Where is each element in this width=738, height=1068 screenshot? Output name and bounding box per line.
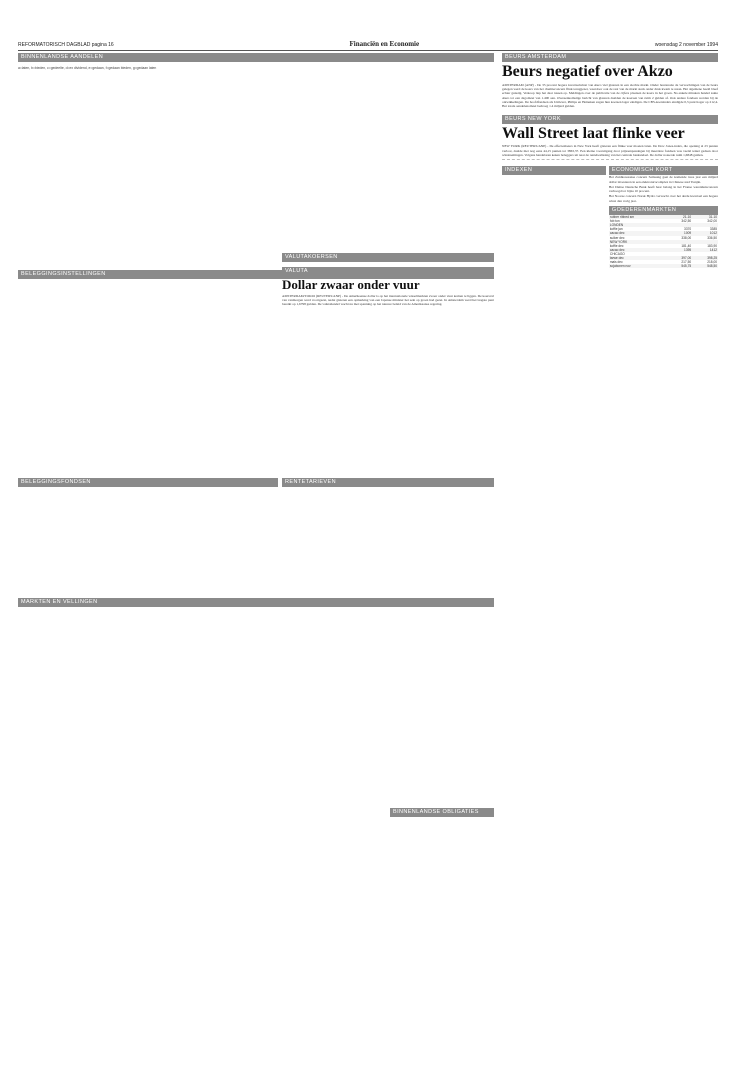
- goederen-cell: sojabonen nov: [609, 264, 666, 268]
- goederen-cell: rubber ribbed sm: [609, 215, 666, 219]
- goederen-cell: 398,25: [692, 256, 718, 260]
- goederen-cell: LONDEN: [609, 223, 666, 227]
- goederen-cell: 342,00: [707, 219, 717, 224]
- masthead: [18, 38, 718, 51]
- goederen-cell: 1395: [666, 248, 692, 252]
- article-wallstreet-body: NEW YORK (REUTERS/ANP) - De effectenbeurs in New York heeft gisteren een flinke veer moeten laten. De Dow Jones-index, die opening al 23 punten verloor, daalde met nog eens 44,15 punten tot 3863,37. Een kleine vooruitgang door prijsaanpassingen bij meerdere fondsen was veelal teniet gedaan door winstnemingen. Volgens handelaren keken beleggers uit naar de rentebeslissing van het centrale bankstelsel. De dollar noteerde ruim 1,6848 gulden.: [502, 144, 718, 157]
- goederen-cell: 31-10: [692, 215, 718, 219]
- goederen-row: [609, 264, 718, 268]
- goederen-cell: 1009: [666, 231, 692, 235]
- goederen-cell: koffie dec: [609, 243, 624, 248]
- section-binnenlandse-aandelen: BINNENLANDSE AANDELEN: [18, 53, 494, 62]
- goederen-cell: 1012: [692, 231, 718, 235]
- goederen-cell: 183,90: [707, 243, 717, 248]
- masthead-section-title: Financiën en Economie: [349, 40, 420, 48]
- economisch-item: Het Duitse Deutsche Bank heeft haar belang in het Franse warenhuisconcern verhoogd tot bijna 10 procent.: [608, 184, 718, 194]
- aandelen-footnote: a=laten, b=bieden, c=gedeelte, d=ex dividend, e=gedaan, f=gedaan bieden, g=gedaan laten: [18, 66, 157, 70]
- goederen-cell: 1412: [692, 248, 718, 252]
- goederen-cell: koffie jan: [609, 227, 623, 232]
- article-dollar-body: AMSTERDAM/TOKIO (REUTERS/ANP) - De Amerikaanse dollar is op het internationale wisselmarkten zwaar onder vuur komen te liggen. De koersval van vanmorgen werd voortgezet, nadat gisteren een opmerking van een Japanse minister het sein op groen had gezet. In Amsterdam werd het laagste punt bereikt op 1,6798 gulden. De valutahandel wacht nu met spanning op het nieuwe beleid van de Amerikaanse regering.: [282, 293, 494, 307]
- masthead-left: REFORMATORISCH DAGBLAD pagina 16: [18, 42, 114, 48]
- economisch-item: Het Noorse concern Norsk Hydro verwacht over het derde kwartaal een hogere winst dan vorig jaar.: [608, 194, 718, 203]
- headline-dollar: Dollar zwaar onder vuur: [282, 277, 420, 292]
- goederen-cell: 548,50: [692, 264, 718, 268]
- goederen-cell: cacao dec: [609, 231, 666, 235]
- goederen-cell: 342,50: [681, 219, 692, 224]
- right-column: [502, 53, 718, 1048]
- newspaper-page: [18, 38, 718, 1048]
- goederen-cell: CHICAGO: [609, 251, 625, 256]
- binnenlandse-aandelen-block: [18, 53, 494, 263]
- economisch-item: Het Zuidkoreaanse concern Samsung gaat de komende twee jaar een miljard dollar investeren in een elektronicacomplex in Chinese stad Tianjin.: [608, 175, 718, 184]
- section-valutakoersen: VALUTAKOERSEN: [282, 253, 494, 262]
- section-goederenmarkten: GOEDERENMARKTEN: [609, 206, 718, 215]
- goederen-cell: 3370: [684, 227, 692, 232]
- binnenlandse-obligaties-block: [390, 808, 494, 1048]
- goederen-cell: 3385: [709, 227, 717, 232]
- masthead-date: woensdag 2 november 1994: [654, 42, 718, 48]
- economisch-kort-text: [609, 175, 718, 203]
- goederen-cell: 338,00: [681, 235, 692, 240]
- goederen-cell: 218,00: [707, 260, 717, 265]
- section-valuta: VALUTA: [282, 267, 494, 276]
- goederen-cell: 397,00: [666, 256, 692, 260]
- section-beurs-newyork: BEURS NEW YORK: [502, 115, 718, 124]
- section-rentetarieven: RENTETARIEVEN: [282, 478, 494, 487]
- goederen-cell: 217,50: [681, 260, 692, 265]
- goederen-cell: suiker dec: [609, 235, 625, 240]
- goederen-cell: 545,75: [666, 264, 692, 268]
- article-akzo-body: AMSTERDAM (ANP) - De 35 procent hogere kwartaalwinst van Akzo viel gisteren in een slechte markt. Onder beursnotie de verwachtingen van de beurs gelegen werd de koers van het chemieconcern flink teruggezet, waardoor ook de rest van de markt sterk onder druk kwam te staan. Het algemene beeld bleef echter gunstig. Verkoop liep het daar tussen op. Meldingen over de publicatie van de cijfers plaatsen de koers in het groen. Na enkele minuten handel zakte Akzo tot een dagomzet van 1.400 aan. Overeenkomstige bericht van gisteren daalden de koersen van ruim 2 gulden af. Ook andere fondsen werden bij de ontwikkelingen. De hoofdfondsen als Unilever, Philips en Heineken zagen hun koersen lager eindigen. De CBS-koersindex eindigde 0,3 punt hoger op 212,4. Het totale aandelenomzet bedroeg 1.4 miljard gulden.: [502, 82, 718, 109]
- goederen-cell: NEW YORK: [609, 240, 666, 244]
- goederen-cell: 181,40: [681, 243, 692, 248]
- section-binnenlandse-obligaties: BINNENLANDSE OBLIGATIES: [390, 808, 494, 817]
- section-beleggingsinstellingen: BELEGGINGSINSTELLINGEN: [18, 270, 494, 279]
- section-economisch-kort: ECONOMISCH KORT: [609, 166, 718, 175]
- section-markten: MARKTEN EN VELLINGEN: [18, 598, 494, 607]
- goederen-cell: 336,50: [707, 235, 717, 240]
- beleggingsfondsen-block: [18, 478, 278, 593]
- goederen-cell: mais dec: [609, 260, 623, 265]
- headline-akzo: Beurs negatief over Akzo: [502, 63, 673, 80]
- section-beurs-amsterdam: BEURS AMSTERDAM: [502, 53, 718, 62]
- goederen-table: [609, 215, 718, 268]
- headline-wallstreet: Wall Street laat flinke veer: [502, 124, 685, 142]
- goederen-cell: tarwe dec: [609, 256, 666, 260]
- goederen-cell: fob ton: [609, 219, 620, 224]
- goederen-table-wrap: [609, 215, 718, 268]
- goederen-cell: cacao dec: [609, 248, 666, 252]
- rentetarieven-block: [282, 478, 494, 593]
- valuta-block: [282, 253, 494, 473]
- section-beleggingsfondsen: BELEGGINGSFONDSEN: [18, 478, 278, 487]
- goederen-cell: 21-10: [666, 215, 692, 219]
- section-indexen: INDEXEN: [502, 166, 606, 175]
